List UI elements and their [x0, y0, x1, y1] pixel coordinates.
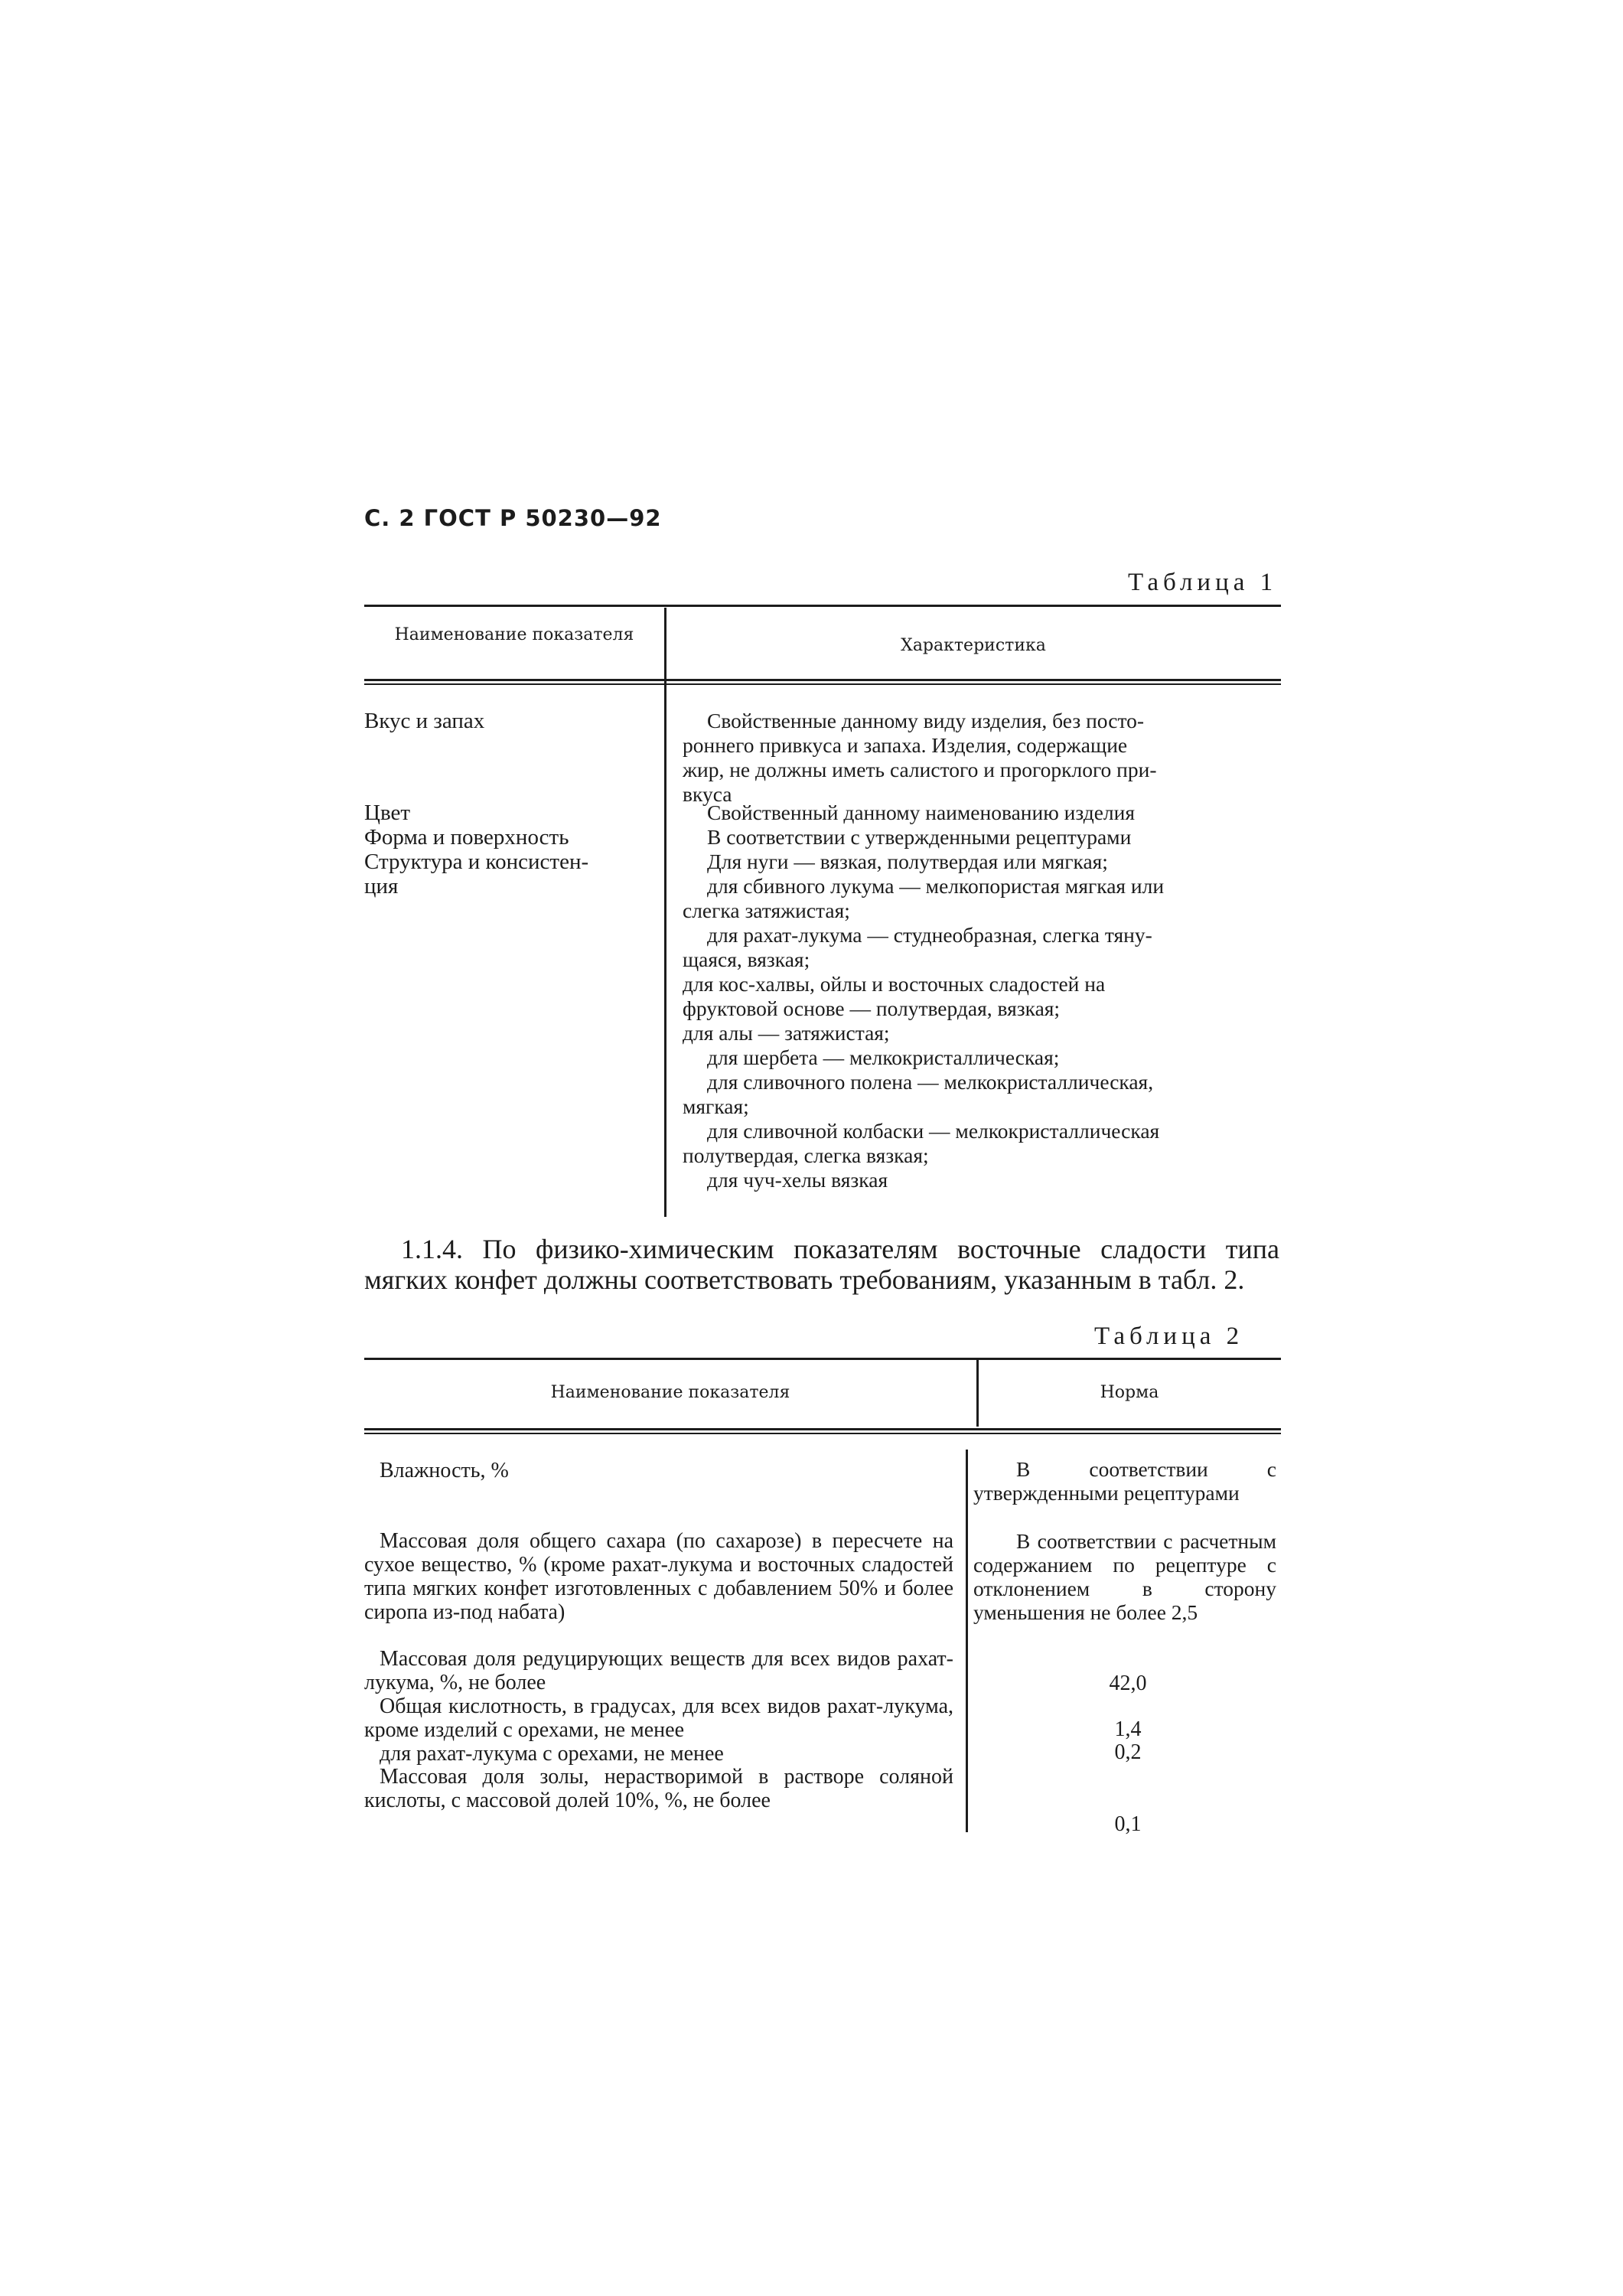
table1-row-color-name: Цвет [364, 801, 411, 825]
table1-row-taste-value [683, 709, 1278, 807]
t1-line: для сбивного лукума — мелкопористая мягкая или [707, 874, 1165, 898]
t1-line: жир, не должны иметь салистого и прогорклого при- [683, 758, 1157, 781]
table1-row-color-value [683, 801, 1278, 850]
table2-row-moisture-norm [973, 1457, 1276, 1505]
table1-header-rule [364, 679, 1281, 681]
t1-line: В соответствии с утвержденными рецептурами [707, 825, 1132, 849]
table2-row-acidity-nuts-name [364, 1742, 953, 1766]
table1-header-name [364, 626, 664, 644]
t2-name: Влажность, % [380, 1459, 509, 1482]
t1-line: фруктовой основе — полутвердая, вязкая; [683, 996, 1061, 1020]
table2-row-ash-norm: 0,1 [1114, 1812, 1142, 1836]
t1-line: для кос-халвы, ойлы и восточных сладостей на [683, 972, 1106, 996]
t1-line: роннего привкуса и запаха. Изделия, содержащие [683, 733, 1128, 757]
t1-line: Для нуги — вязкая, полутвердая или мягкая; [707, 850, 1108, 873]
table2-row-sugar-norm [973, 1529, 1276, 1624]
clause-text: 1.1.4. По физико-химическим показателям восточные сладости типа мягких конфет должны соответствовать требованиям, указанным в табл. 2. [364, 1234, 1279, 1295]
t1-line: для алы — затяжистая; [683, 1021, 890, 1045]
t1-line: вкуса [683, 782, 732, 806]
table2-row-reducing-norm: 42,0 [1109, 1671, 1147, 1695]
table1-row-shape-name: Форма и поверхность [364, 825, 569, 850]
table2-row-acidity-norm: 1,4 [1114, 1717, 1142, 1741]
table2-header-name: Наименование показателя [550, 1383, 790, 1402]
table2-row-sugar-name [364, 1529, 953, 1624]
t1-line: щаяся, вязкая; [683, 947, 810, 971]
table2-row-acidity-name [364, 1694, 953, 1742]
t1-line: полутвердая, слегка вязкая; [683, 1143, 929, 1167]
table1-row-structure-name [364, 850, 650, 899]
table1-row-structure-name-line2: ция [364, 874, 399, 899]
table1-caption: Таблица 1 [1128, 569, 1278, 596]
table1-row-structure-name-line1: Структура и консистен- [364, 850, 589, 874]
table2-header-rule [364, 1428, 1281, 1430]
table2-row-reducing-name [364, 1647, 953, 1694]
t1-line: для рахат-лукума — студнеобразная, слегка тяну- [707, 923, 1152, 947]
table1-column-divider [664, 608, 666, 1217]
t2-name: Общая кислотность, в градусах, для всех видов рахат-лукума, кроме изделий с орехами, не менее [364, 1694, 953, 1742]
table2-caption: Таблица 2 [1094, 1322, 1244, 1350]
clause-1-1-4 [364, 1234, 1279, 1295]
t2-norm: В соответствии с расчетным содержанием по рецептуре с отклонением в сторону уменьшения не более 2,5 [973, 1529, 1276, 1624]
table1-top-rule [364, 605, 1281, 607]
t2-name: для рахат-лукума с орехами, не менее [380, 1742, 724, 1766]
t1-line: для чуч-хелы вязкая [707, 1168, 888, 1192]
t1-line: для сливочной колбаски — мелкокристаллическая [707, 1119, 1160, 1143]
t1-line: Свойственные данному виду изделия, без посто- [707, 709, 1145, 732]
t1-line: для шербета — мелкокристаллическая; [707, 1045, 1060, 1069]
table2-top-rule [364, 1358, 1281, 1360]
table2-row-ash-name [364, 1765, 953, 1812]
t1-line: для сливочного полена — мелкокристаллическая, [707, 1070, 1154, 1094]
table1-header-name-text: Наименование показателя [394, 625, 634, 644]
t2-name: Массовая доля общего сахара (по сахарозе) в пересчете на сухое вещество, % (кроме рахат-лукума и восточных сладостей типа мягких конфет изготовленных с добавлением 50% и более сиропа из-под набата) [364, 1529, 953, 1624]
table2-header-norm: Норма [1100, 1383, 1159, 1402]
table2-column-divider-head [976, 1359, 979, 1427]
page-reference: С. 2 ГОСТ Р 50230—92 [364, 505, 662, 531]
table1-row-taste-name: Вкус и запах [364, 709, 485, 733]
t1-line: слегка затяжистая; [683, 899, 850, 922]
table1-header-rule-2 [364, 683, 1281, 685]
table2-header-rule-2 [364, 1433, 1281, 1434]
t1-line: мягкая; [683, 1094, 749, 1118]
table1-row-structure-value [683, 850, 1278, 1192]
t2-name: Массовая доля редуцирующих веществ для всех видов рахат-лукума, %, не более [364, 1647, 953, 1694]
t2-norm: В соответствии с утвержденными рецептурами [973, 1457, 1276, 1505]
table2-column-divider-body [966, 1450, 968, 1832]
t1-line: Свойственный данному наименованию изделия [707, 801, 1136, 824]
table2-row-moisture-name [364, 1459, 953, 1482]
table2-row-acidity-nuts-norm: 0,2 [1114, 1740, 1142, 1764]
table1-header-characteristic: Характеристика [901, 636, 1046, 655]
t2-name: Массовая доля золы, нерастворимой в растворе соляной кислоты, с массовой долей 10%, %, не более [364, 1765, 953, 1812]
